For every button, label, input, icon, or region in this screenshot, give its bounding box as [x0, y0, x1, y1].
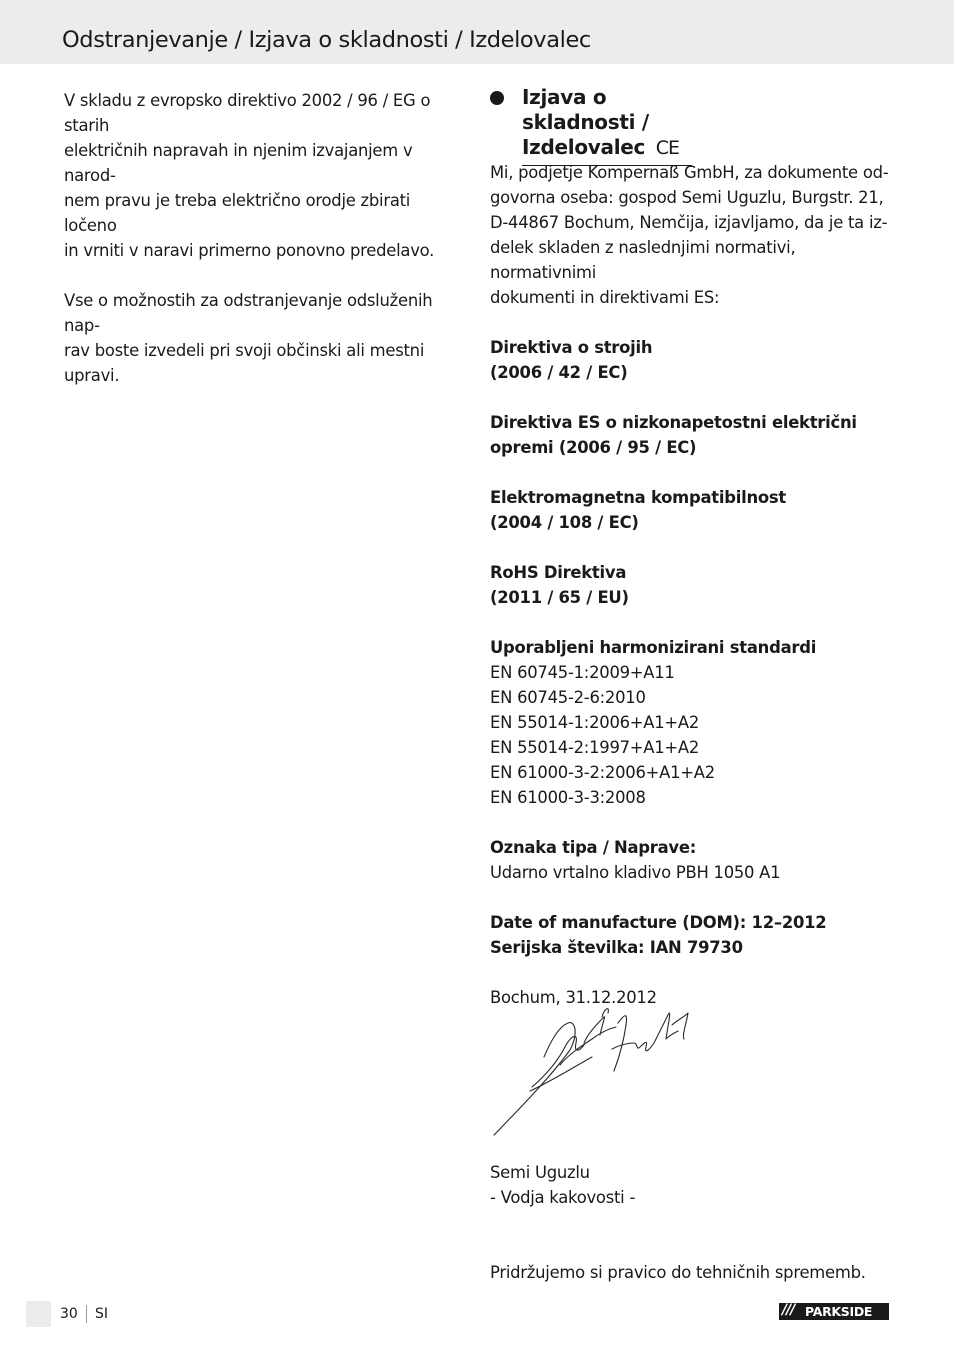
standard-item: EN 55014-1:2006+A1+A2 [490, 713, 700, 732]
disposal-line: Vse o možnostih za odstranjevanje odsluženih nap- [64, 291, 433, 335]
standard-item: EN 61000-3-3:2008 [490, 788, 646, 807]
directive-emc [490, 485, 900, 535]
intro-line: delek skladen z naslednjimi normativi, normativnimi [490, 238, 796, 282]
directive-machinery [490, 335, 900, 385]
logo-slashes-icon: /// [782, 1303, 795, 1318]
standard-item: EN 60745-1:2009+A11 [490, 663, 675, 682]
type-block [490, 835, 900, 885]
directive-rohs [490, 560, 900, 610]
directive-line: (2004 / 108 / EC) [490, 513, 639, 532]
directive-low-voltage [490, 410, 900, 460]
disposal-line: rav boste izvedeli pri svoji občinski ali mestni upravi. [64, 341, 425, 385]
intro-line: Mi, podjetje Kompernaß GmbH, za dokumente od- [490, 163, 889, 182]
ce-mark-icon: CE [655, 137, 680, 159]
signatory-name: Semi Uguzlu [490, 1163, 590, 1182]
directive-line: (2006 / 42 / EC) [490, 363, 628, 382]
language-code: SI [95, 1306, 109, 1322]
intro-line: govorna oseba: gospod Semi Uguzlu, Burgstr. 21, [490, 188, 884, 207]
page-number: 30 [60, 1306, 78, 1322]
intro-line: D-44867 Bochum, Nemčija, izjavljamo, da je ta iz- [490, 213, 888, 232]
disposal-paragraph-1 [64, 88, 464, 263]
directive-line: Direktiva o strojih [490, 338, 653, 357]
manufacture-block [490, 910, 900, 960]
directive-line: (2011 / 65 / EU) [490, 588, 629, 607]
place-date: Bochum, 31.12.2012 [490, 988, 657, 1007]
footer-page-box [26, 1301, 51, 1327]
directive-line: Direktiva ES o nizkonapetostni električni [490, 413, 857, 432]
footer-divider [86, 1305, 87, 1323]
heading-line-1: Izjava o skladnosti / [522, 85, 649, 134]
disposal-paragraph-2 [64, 288, 464, 388]
page-title: Odstranjevanje / Izjava o skladnosti / Izdelovalec [62, 27, 591, 53]
disposal-line: V skladu z evropsko direktivo 2002 / 96 / EG o starih [64, 91, 431, 135]
logo-wordmark: PARKSIDE [805, 1304, 873, 1319]
disposal-line: nem pravu je treba električno orodje zbirati ločeno [64, 191, 411, 235]
serial-number: Serijska številka: IAN 79730 [490, 938, 743, 957]
bullet-icon [490, 91, 504, 105]
declaration-heading [490, 85, 692, 166]
signatory-role: - Vodja kakovosti - [490, 1188, 636, 1207]
disposal-line: električnih napravah in njenim izvajanjem v narod- [64, 141, 413, 185]
standards-block [490, 635, 900, 810]
type-label: Oznaka tipa / Naprave: [490, 838, 697, 857]
signature-image [488, 995, 693, 1137]
directive-line: Elektromagnetna kompatibilnost [490, 488, 786, 507]
parkside-logo [779, 1303, 889, 1320]
intro-line: dokumenti in direktivami ES: [490, 288, 720, 307]
manufacture-date: Date of manufacture (DOM): 12–2012 [490, 913, 827, 932]
signatory-block [490, 1160, 900, 1210]
directive-line: RoHS Direktiva [490, 563, 627, 582]
disposal-line: in vrniti v naravi primerno ponovno predelavo. [64, 241, 435, 260]
disclaimer: Pridržujemo si pravico do tehničnih sprememb. [490, 1263, 866, 1282]
standard-item: EN 60745-2-6:2010 [490, 688, 646, 707]
directive-line: opremi (2006 / 95 / EC) [490, 438, 697, 457]
standards-heading: Uporabljeni harmonizirani standardi [490, 638, 817, 657]
heading-line-2: Izdelovalec [522, 135, 646, 159]
standard-item: EN 55014-2:1997+A1+A2 [490, 738, 700, 757]
standard-item: EN 61000-3-2:2006+A1+A2 [490, 763, 715, 782]
declaration-intro [490, 160, 900, 310]
disposal-section [64, 88, 464, 388]
type-value: Udarno vrtalno kladivo PBH 1050 A1 [490, 863, 781, 882]
